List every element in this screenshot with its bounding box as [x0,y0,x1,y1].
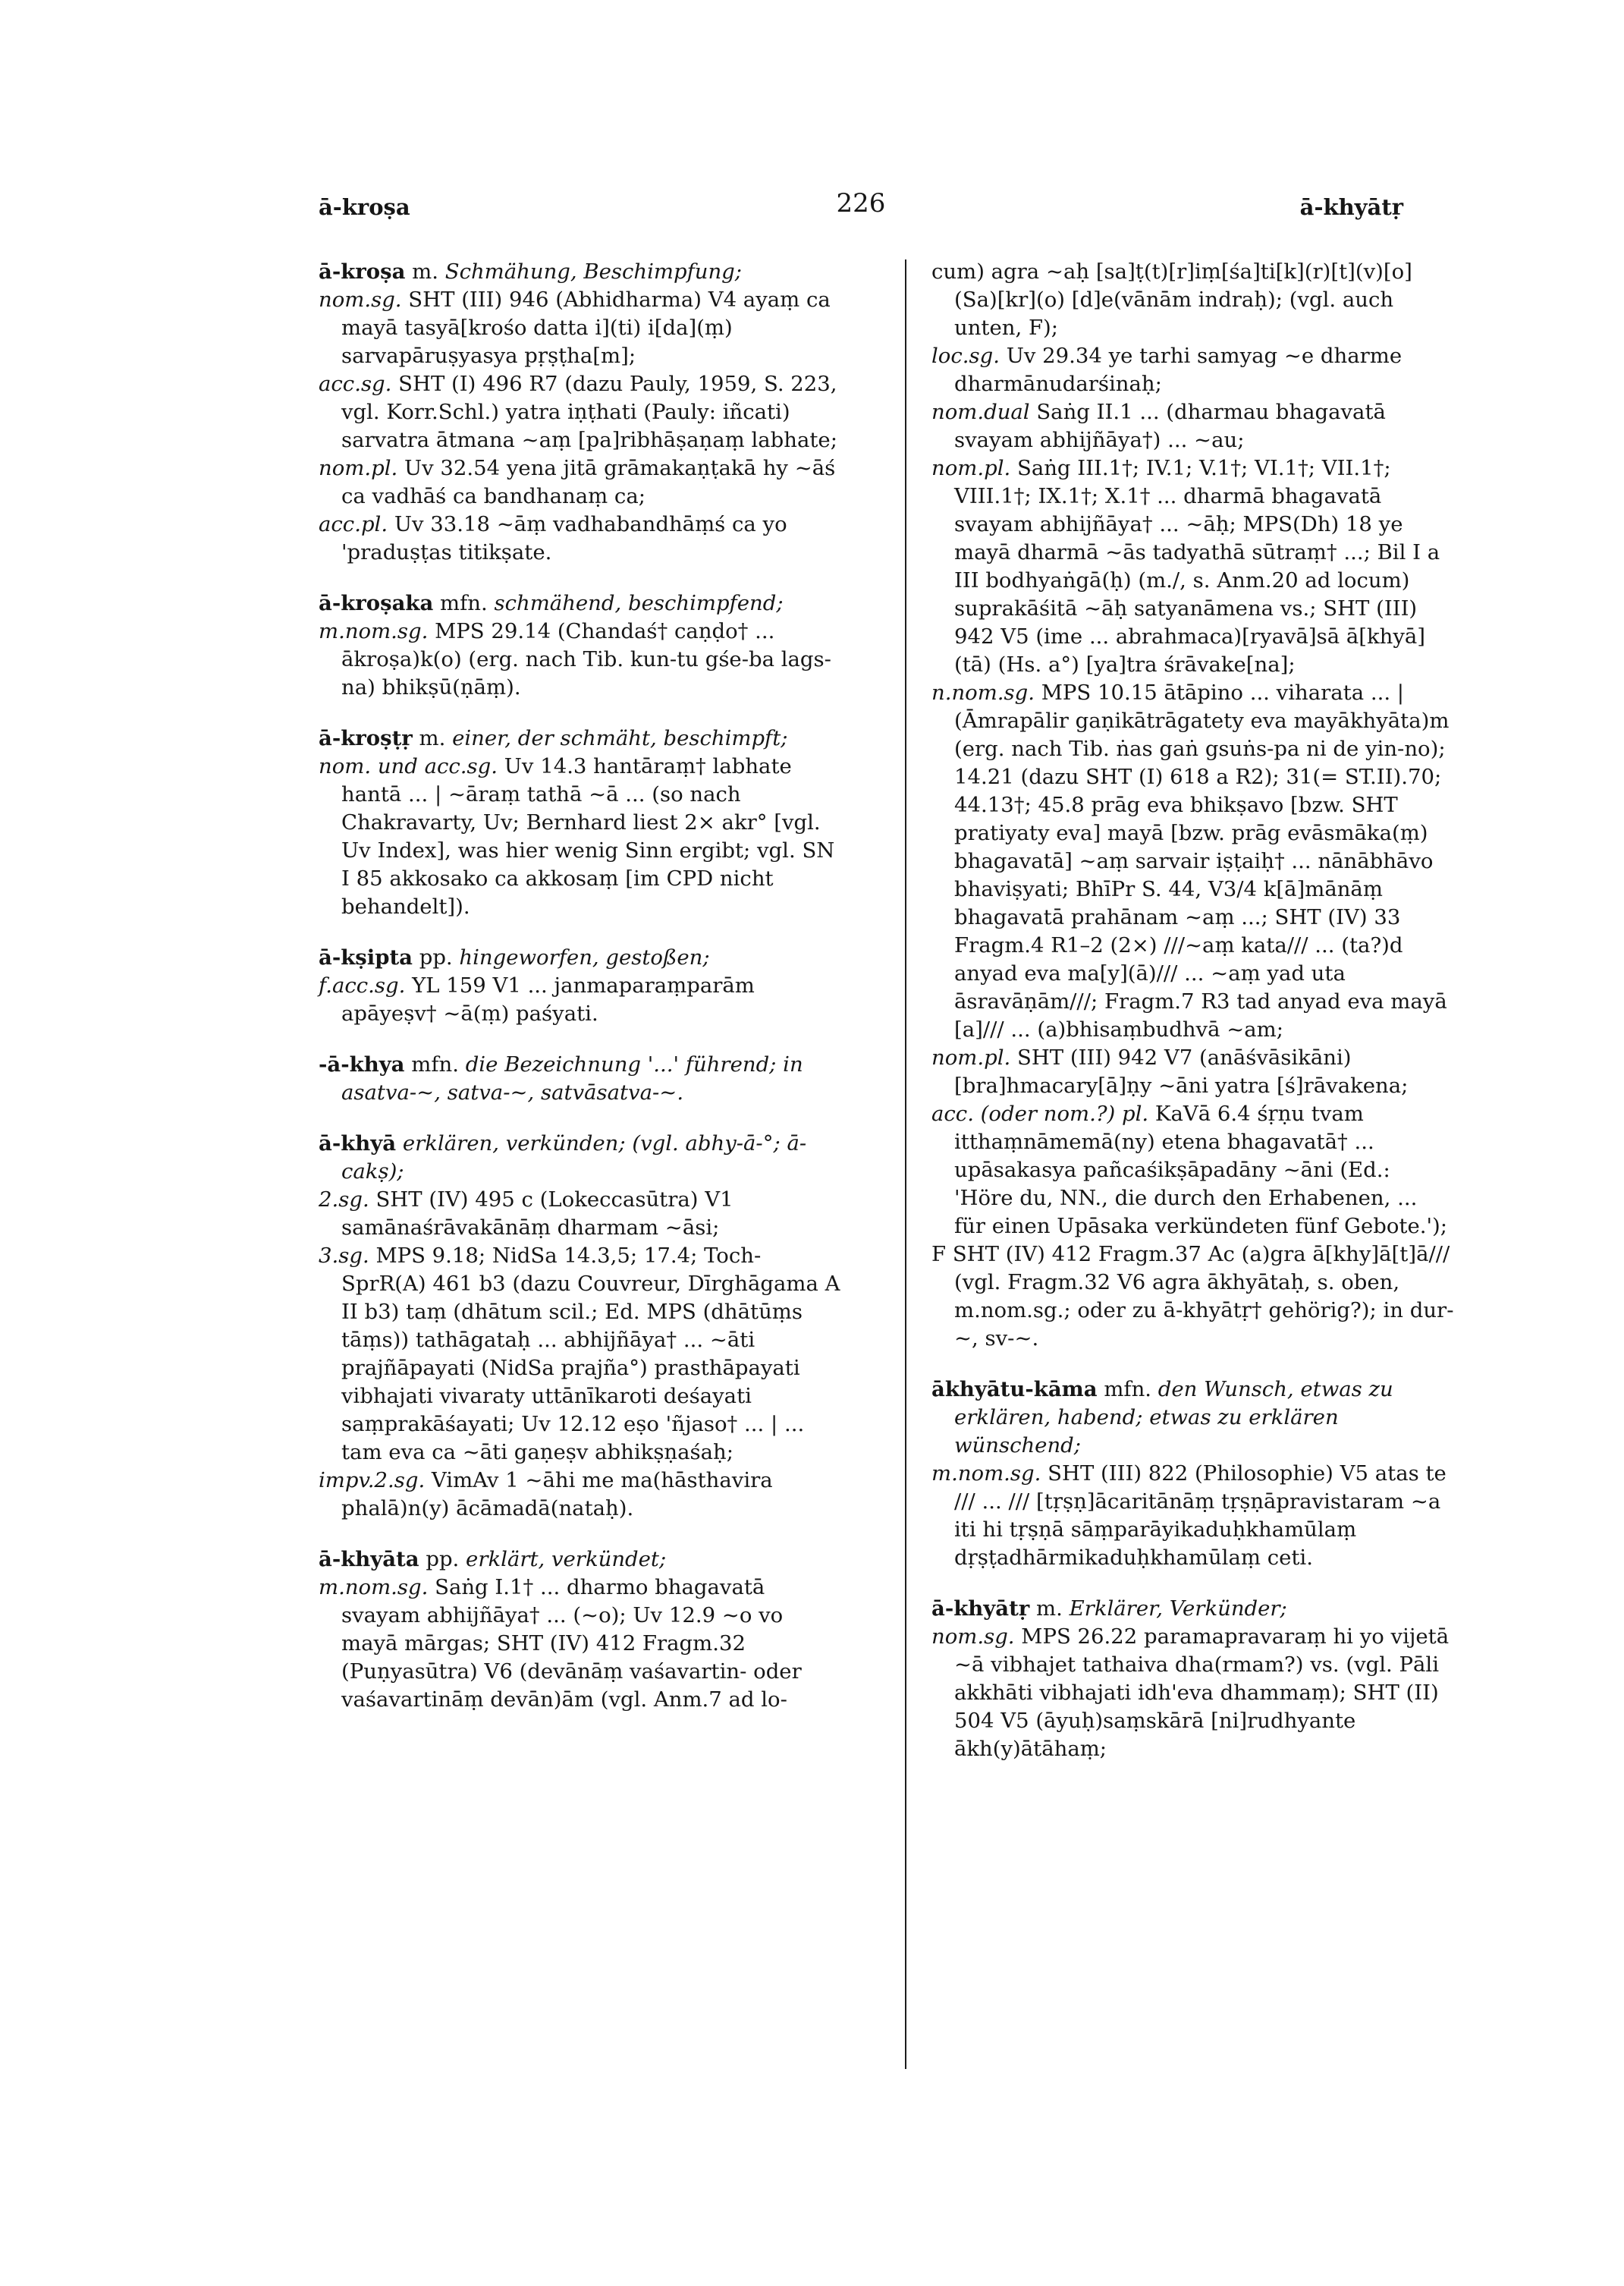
citation-line [319,1574,842,1714]
citation-line [319,1186,842,1242]
grammar-label: acc. (oder nom.?) pl. [931,1102,1149,1126]
citation-line [319,972,842,1028]
grammar-label: nom. und acc.sg. [319,754,498,778]
citation-text: Saṅg III.1†; IV.1; V.1†; VI.1†; VII.1†; VIII.1†; IX.1†; X.1† ... dharmā bhagavatā svayam abhijñāya† ... ~āḥ; MPS(Dh) 18 ye mayā dharmā ~ās tadyathā sūtraṃ† ...; Bil I a III bodhyaṅgā(ḥ) (m./, s. Anm.20 ad locum) suprakāśitā ~āḥ satyanāmena vs.; SHT (III) 942 V5 (ime ... abrahmaca)[ryavā]sā ā[khyā](tā) (Hs. a°) [ya]tra śrāvake[na]; [954,456,1440,677]
dictionary-entry [931,258,1455,1353]
entry-heading [319,1130,842,1186]
citation-line [319,1242,842,1467]
grammar-label: nom.sg. [931,1624,1015,1649]
entry-heading [319,1051,842,1107]
citation-line [319,454,842,511]
entry-headword: ā-kroṣa [319,259,406,284]
entry-heading [319,725,842,753]
running-head-right: ā-khyātṛ [1299,194,1403,220]
grammar-label: nom.sg. [319,288,402,312]
right-column [931,258,1455,1786]
entry-gloss: den Wunsch, etwas zu erklären, habend; etwas zu erklären wünschend; [954,1377,1393,1457]
left-column [319,258,842,1737]
grammar-label: 3.sg. [319,1244,369,1268]
entry-headword: ā-kṣipta [319,945,413,970]
entry-gloss: schmähend, beschimpfend; [494,591,784,615]
citation-line [319,753,842,921]
entry-gloss: einer, der schmäht, beschimpft; [452,726,788,750]
citation-text: MPS 29.14 (Chandaś† caṇḍo† ... ākroṣa)k(o) (erg. nach Tib. kun-tu gśe-ba lags-na) bhikṣū(ṇāṃ). [341,619,831,700]
entry-pos [396,1131,403,1156]
entry-gloss: die Bezeichnung '...' führend; in asatva-~, satva-~, satvāsatva-~. [341,1052,803,1105]
citation-text: Saṅg I.1† ... dharmo bhagavatā svayam abhijñāya† ... (~o); Uv 12.9 ~o vo mayā mārgas; SHT (IV) 412 Fragm.32 (Puṇyasūtra) V6 (devānāṃ vaśavartin- oder vaśavartināṃ devān)ām (vgl. Anm.7 ad lo- [341,1575,802,1712]
running-head-left: ā-kroṣa [319,194,410,220]
citation-line [931,342,1455,398]
citation-text: MPS 10.15 ātāpino ... viharata ... | (Āmrapālir gaṇikātrāgatety eva mayākhyāta)m (erg. nach Tib. ṅas gaṅ gsuṅs-pa ni de yin-no); 14.21 (dazu SHT (I) 618 a R2); 31(= ST.II).70; 44.13†; 45.8 prāg eva bhikṣavo [bzw. SHT pratiyaty eva] mayā [bzw. prāg evāsmāka(ṃ) bhagavatā] ~aṃ sarvair iṣṭaiḥ† ... nānābhāvo bhaviṣyati; BhīPr S. 44, V3/4 k[ā]mānāṃ bhagavatā prahānam ~aṃ ...; SHT (IV) 33 Fragm.4 R1–2 (2×) ///~aṃ kata/// ... (ta?)d anyad eva ma[y](ā)/// ... ~aṃ yad uta āsravāṇām///; Fragm.7 R3 tad anyad eva mayā [a]/// ... (a)bhisaṃbudhvā ~am; [954,681,1450,1042]
citation-text: SHT (I) 496 R7 (dazu Pauly, 1959, S. 223, vgl. Korr.Schl.) yatra iṇṭhati (Pauly: iñcati) sarvatra ātmana ~aṃ [pa]ribhāṣaṇaṃ labhate; [341,372,837,452]
dictionary-entry [319,944,842,1028]
entry-pos: m. [412,726,453,750]
entry-headword: ākhyātu-kāma [931,1377,1098,1401]
grammar-label: acc.sg. [319,372,392,396]
citation-text: MPS 9.18; NidSa 14.3,5; 17.4; Toch-SprR(A) 461 b3 (dazu Couvreur, Dīrghāgama A II b3) taṃ (dhātum scil.; Ed. MPS (dhātūṃs tāṃs)) tathāgataḥ ... abhijñāya† ... ~āti prajñāpayati (NidSa prajña°) prasthāpayati vibhajati vivaraty uttānīkaroti deśayati saṃprakāśayati; Uv 12.12 eṣo 'ñjaso† ... | ... tam eva ca ~āti gaṇeṣv abhikṣṇaśaḥ; [341,1244,840,1464]
entry-pos: m. [1029,1596,1070,1621]
dictionary-entry [319,1130,842,1523]
entry-heading [931,1595,1455,1623]
dictionary-entry [931,1376,1455,1572]
entry-heading [319,590,842,618]
citation-text: KaVā 6.4 śṛṇu tvam itthaṃnāmemā(ny) etena bhagavatā† ... upāsakasya pañcaśikṣāpadāny ~āni (Ed.: 'Höre du, NN., die durch den Erhabenen, ... für einen Upāsaka verkündeten fünf Gebote.'); [954,1102,1448,1238]
entry-headword: ā-khyā [319,1131,397,1156]
citation-line [319,286,842,370]
entry-headword: ā-kroṣṭṛ [319,726,413,750]
dictionary-entry [319,258,842,567]
entry-heading [319,944,842,972]
running-head [319,188,1403,226]
entry-pos: mfn. [404,1052,466,1077]
entry-pos: pp. [412,945,460,970]
dictionary-entry [319,725,842,921]
entry-pos: mfn. [1097,1377,1158,1401]
citation-line [931,679,1455,1044]
entry-headword: ā-khyātṛ [931,1596,1030,1621]
entry-heading [319,1545,842,1574]
grammar-label: loc.sg. [931,344,1000,368]
citation-line [931,1623,1455,1763]
entry-heading [319,258,842,286]
citation-text: SHT (III) 822 (Philosophie) V5 atas te /// ... /// [tṛṣṇ]ācaritānāṃ tṛṣṇāpravistaram ~a iti hi tṛṣṇā sāṃparāyikaduḥkhamūlaṃ dṛṣṭadhārmikaduḥkhamūlaṃ ceti. [954,1461,1447,1570]
dictionary-entry [319,590,842,702]
grammar-label: nom.pl. [931,456,1011,480]
entry-heading [931,1376,1455,1460]
citation-text: YL 159 V1 ... janmaparaṃparām apāyeṣv† ~ā(ṃ) paśyati. [341,973,755,1026]
entry-gloss: Erklärer, Verkünder; [1069,1596,1287,1621]
citation-text: F SHT (IV) 412 Fragm.37 Ac (a)gra ā[khy]ā[t]ā/// (vgl. Fragm.32 V6 agra ākhyātaḥ, s. oben, m.nom.sg.; oder zu ā-khyātṛ† gehörig?); in dur-~, sv-~. [931,1242,1454,1351]
entry-pos: m. [405,259,445,284]
citation-text: Uv 29.34 ye tarhi samyag ~e dharme dharmānudarśinaḥ; [954,344,1403,396]
citation-line [319,370,842,454]
citation-line [931,1100,1455,1240]
citation-text: SHT (III) 946 (Abhidharma) V4 ayaṃ ca mayā tasyā[krośo datta i](ti) i[da](ṃ) sarvapāruṣyasya pṛṣṭha[m]; [341,288,831,368]
citation-line [931,1460,1455,1572]
citation-line [319,1467,842,1523]
grammar-label: n.nom.sg. [931,681,1035,705]
grammar-label: nom.dual [931,400,1030,424]
entry-gloss: erklärt, verkündet; [466,1547,667,1571]
citation-line [931,398,1455,454]
citation-line [319,618,842,702]
grammar-label: 2.sg. [319,1187,369,1212]
grammar-label: impv.2.sg. [319,1468,426,1492]
entry-headword: -ā-khya [319,1052,405,1077]
citation-text: Uv 32.54 yena jitā grāmakaṇṭakā hy ~āś ca vadhāś ca bandhanaṃ ca; [341,456,836,508]
grammar-label: m.nom.sg. [319,619,429,643]
entry-pos: pp. [419,1547,466,1571]
citation-line [319,511,842,567]
citation-line [931,454,1455,679]
citation-text: Uv 33.18 ~āṃ vadhabandhāṃś ca yo 'praduṣṭas titikṣate. [341,512,787,564]
entry-headword: ā-kroṣaka [319,591,434,615]
citation-text: VimAv 1 ~āhi me ma(hāsthavira phalā)n(y) ācāmadā(nataḥ). [341,1468,773,1520]
grammar-label: nom.pl. [931,1046,1011,1070]
entry-gloss: hingeworfen, gestoßen; [459,945,710,970]
grammar-label: f.acc.sg. [319,973,406,998]
dictionary-entry [931,1595,1455,1763]
citation-line [931,1240,1455,1353]
dictionary-entry [319,1545,842,1714]
dictionary-entry [319,1051,842,1107]
column-divider [905,259,906,2069]
page-number: 226 [836,188,886,219]
grammar-label: m.nom.sg. [931,1461,1041,1486]
citation-text: SHT (III) 942 V7 (anāśvāsikāni) [bra]hmacary[ā]ṇy ~āni yatra [ś]rāvakena; [954,1046,1409,1098]
entry-headword: ā-khyāta [319,1547,419,1571]
citation-text: Uv 14.3 hantāraṃ† labhate hantā ... | ~āraṃ tathā ~ā ... (so nach Chakravarty, Uv; Bernhard liest 2× akr° [vgl. Uv Index], was hier wenig Sinn ergibt; vgl. SN I 85 akkosako ca akkosaṃ [im CPD nicht behandelt]). [341,754,835,919]
grammar-label: acc.pl. [319,512,388,536]
grammar-label: nom.pl. [319,456,398,480]
entry-pos: mfn. [433,591,495,615]
citation-line [931,1044,1455,1100]
citation-text: cum) agra ~aḥ [sa]ṭ(t)[r]iṃ[śa]ti[k](r)[t](v)[o] (Sa)[kr](o) [d]e(vānām indraḥ); (vgl. auch unten, F); [931,259,1412,340]
entry-gloss: Schmähung, Beschimpfung; [444,259,743,284]
entry-gloss: erklären, verkünden; (vgl. abhy-ā-°; ā-cakṣ); [341,1131,807,1184]
citation-text: MPS 26.22 paramapravaraṃ hi yo vijetā ~ā vibhajet tathaiva dha(rmam?) vs. (vgl. Pāli akkhāti vibhajati idh'eva dhammaṃ); SHT (II) 504 V5 (āyuḥ)saṃskārā [ni]rudhyante ākh(y)ātāhaṃ; [954,1624,1450,1761]
grammar-label: m.nom.sg. [319,1575,429,1599]
citation-text: SHT (IV) 495 c (Lokeccasūtra) V1 samānaśrāvakānāṃ dharmam ~āsi; [341,1187,733,1240]
citation-line [931,258,1455,342]
citation-text: Saṅg II.1 ... (dharmau bhagavatā svayam abhijñāya†) ... ~au; [954,400,1386,452]
